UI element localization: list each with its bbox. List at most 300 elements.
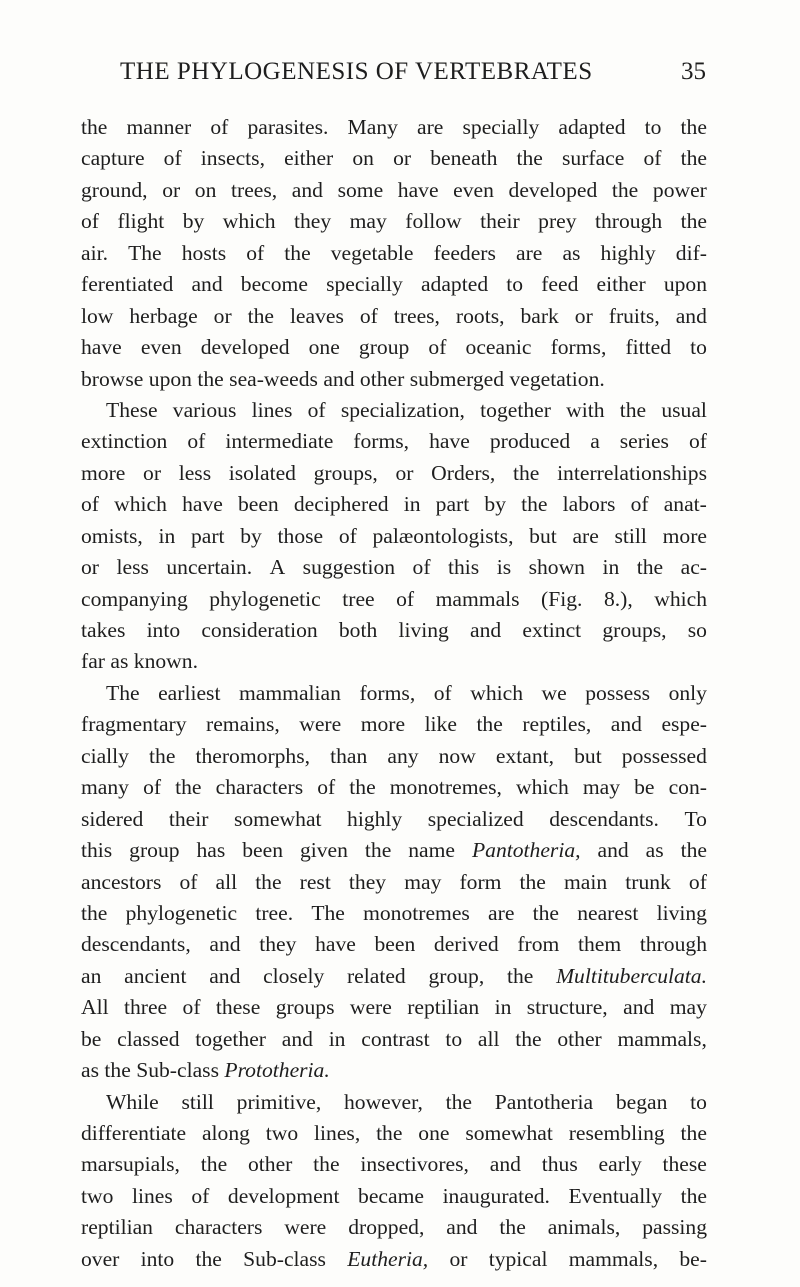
word: were [299, 712, 342, 737]
word: the [680, 1121, 707, 1145]
word: have [81, 335, 122, 360]
word: of [179, 869, 198, 894]
word: Prototheria. [224, 1058, 330, 1083]
word: Pantotheria [494, 1089, 594, 1114]
word: the [476, 712, 503, 737]
word: The [311, 900, 345, 925]
word: marsupials, [81, 1152, 180, 1177]
word: or [449, 1246, 468, 1271]
text-line [81, 804, 707, 835]
word: reptiles, [522, 712, 592, 737]
word: extinction [81, 429, 168, 454]
word: more [360, 712, 406, 737]
word: vegetable [330, 240, 414, 265]
text-line [81, 992, 707, 1023]
word: as [562, 240, 581, 265]
word: of [396, 586, 415, 611]
word: the [680, 146, 707, 171]
word: of [81, 209, 99, 234]
word: given [299, 838, 348, 863]
word: from [517, 932, 560, 957]
word: the [313, 1152, 340, 1177]
word: have [182, 492, 223, 517]
word: in [158, 523, 176, 548]
word: the [611, 177, 639, 202]
word: characters [215, 775, 304, 800]
word: began [615, 1089, 668, 1114]
word: the [175, 775, 202, 800]
word: name [408, 838, 456, 863]
word: of [182, 995, 201, 1020]
word: nearest [577, 900, 639, 925]
word: been [374, 932, 416, 957]
word: along [201, 1121, 250, 1145]
word: produced [489, 429, 571, 454]
word: primitive, [236, 1089, 322, 1114]
word: which [114, 492, 167, 517]
word: them [577, 932, 622, 957]
text-line [81, 1149, 707, 1180]
word: or [143, 460, 162, 485]
word: and [291, 177, 323, 202]
word: forms, [359, 680, 416, 705]
word: both [338, 618, 378, 642]
word: inaugurated. [442, 1183, 550, 1208]
word: resembling [568, 1121, 665, 1145]
word: specially [462, 115, 540, 139]
text-line [81, 1024, 707, 1055]
word: omists, [81, 523, 143, 548]
word: but [529, 523, 557, 548]
word: been [242, 838, 284, 863]
word: and [209, 963, 241, 988]
word: possessed [621, 743, 707, 768]
word: main [563, 869, 608, 894]
word: less [178, 460, 212, 485]
word: be [81, 1026, 102, 1051]
word: rest [299, 869, 331, 894]
word: adapted [420, 272, 489, 297]
word: or [213, 303, 232, 328]
word: their [480, 209, 520, 234]
word: palæontologists, [372, 523, 514, 548]
word: by [484, 492, 506, 517]
word: like [424, 712, 457, 737]
word: low [81, 303, 114, 328]
word: and [323, 366, 355, 391]
word: the [499, 1215, 526, 1240]
word: the [680, 209, 707, 234]
word: herbage [129, 303, 198, 328]
word: isolated [228, 460, 296, 485]
word: typical [488, 1246, 548, 1271]
word: specially [326, 272, 403, 297]
word: many [81, 775, 129, 800]
word: fitted [625, 335, 672, 360]
word: of [359, 303, 378, 328]
word: as [110, 649, 129, 674]
word: on [194, 177, 217, 202]
word: parasites. [247, 115, 329, 139]
text-line [81, 646, 707, 677]
word: which [470, 680, 524, 705]
word: manner [126, 115, 192, 139]
word: three [123, 995, 168, 1020]
word: power [652, 177, 707, 202]
word: prey [538, 209, 577, 234]
word: feed [541, 272, 579, 297]
word: groups, [313, 460, 378, 485]
word: one [308, 335, 340, 360]
word: of [246, 240, 265, 265]
text-line [81, 898, 707, 929]
text-line [81, 1181, 707, 1212]
word: has [196, 838, 226, 863]
word: two [265, 1121, 299, 1145]
word: their [168, 806, 209, 831]
word: living [398, 618, 449, 642]
text-line [81, 489, 707, 520]
word: or [393, 146, 412, 171]
word: mammalian [238, 680, 341, 705]
word: the [81, 900, 108, 925]
word: either [284, 146, 334, 171]
text-line [81, 1118, 707, 1149]
word: the [519, 869, 546, 894]
word: the [680, 115, 707, 139]
word: and [470, 618, 502, 642]
word: remains, [206, 712, 280, 737]
word: ground, [81, 177, 148, 202]
word: uncertain. [166, 555, 253, 580]
word: and [610, 712, 642, 737]
text-line [81, 395, 707, 426]
text-line [81, 332, 707, 363]
word: far [81, 649, 105, 674]
word: to [690, 1089, 707, 1114]
word: are [515, 240, 543, 265]
word: these [662, 1152, 707, 1177]
word: A [269, 555, 286, 580]
word: contrast [361, 1026, 430, 1051]
word: fruits, [608, 303, 660, 328]
word: some [337, 177, 384, 202]
word: is [496, 555, 512, 580]
word: together [195, 1026, 266, 1051]
word: groups, [602, 618, 667, 642]
word: together [480, 397, 551, 422]
word: takes [81, 618, 126, 642]
word: Multituberculata. [556, 963, 707, 988]
word: or [81, 555, 99, 580]
word: by [182, 209, 205, 234]
text-line [81, 364, 707, 395]
word: into [140, 1246, 175, 1271]
word: roots, [455, 303, 505, 328]
word: have [397, 177, 439, 202]
word: 8.), [603, 586, 633, 611]
word: of [338, 523, 357, 548]
word: Eventually [568, 1183, 663, 1208]
word: possess [585, 680, 651, 705]
word: passing [642, 1215, 707, 1240]
word: of [191, 1183, 210, 1208]
word: the [349, 775, 376, 800]
word: this [448, 555, 480, 580]
word: are [417, 115, 444, 139]
text-line [81, 961, 707, 992]
word: earliest [158, 680, 221, 705]
word: the [532, 900, 560, 925]
word: reptilian [81, 1215, 153, 1240]
word: form [459, 869, 502, 894]
text-line [81, 929, 707, 960]
word: other [359, 366, 405, 391]
word: which [222, 209, 276, 234]
word: trees, [393, 303, 440, 328]
word: and [191, 272, 223, 297]
word: lines [251, 397, 293, 422]
word: of [210, 115, 229, 139]
word: are [572, 523, 599, 548]
word: of [187, 429, 206, 454]
word: follow [405, 209, 462, 234]
word: hosts [181, 240, 227, 265]
word: these [215, 995, 261, 1020]
text-line [81, 426, 707, 457]
word: the [81, 115, 108, 139]
text-line [81, 709, 707, 740]
word: espe- [661, 712, 707, 737]
word: were [284, 1215, 327, 1240]
word: the [200, 1152, 228, 1177]
text-line [81, 301, 707, 332]
word: (Fig. [541, 586, 583, 611]
word: air. [81, 240, 108, 265]
word: and [489, 1152, 521, 1177]
word: vegetation. [509, 366, 605, 391]
word: ancestors [81, 869, 162, 894]
word: have [429, 429, 470, 454]
word: early [598, 1152, 642, 1177]
word: to [690, 335, 707, 360]
word: they [348, 869, 387, 894]
word: upon [148, 366, 192, 391]
word: more [81, 460, 126, 485]
word: These [106, 397, 158, 422]
word: group, [428, 963, 485, 988]
word: and [281, 1026, 313, 1051]
word: lines, [314, 1121, 361, 1145]
word: with [566, 397, 605, 422]
word: of [630, 492, 649, 517]
word: related [346, 963, 406, 988]
word: derived [433, 932, 499, 957]
word: somewhat [465, 1121, 553, 1145]
word: insects, [200, 146, 265, 171]
word: and [209, 932, 241, 957]
word: living [656, 900, 707, 925]
word: and [446, 1215, 478, 1240]
word: surface [562, 146, 625, 171]
text-line [81, 835, 707, 866]
word: fragmentary [81, 712, 187, 737]
word: the [255, 869, 282, 894]
text-line [81, 615, 707, 646]
word: any [387, 743, 419, 768]
word: of [412, 555, 431, 580]
word: of [81, 492, 99, 517]
word: became [358, 1183, 424, 1208]
text-line [81, 584, 707, 615]
word: specialization, [340, 397, 465, 422]
word: mammals, [568, 1246, 659, 1271]
word: usual [661, 397, 707, 422]
word: the [197, 366, 224, 391]
word: intermediate [225, 429, 334, 454]
word: of [317, 775, 336, 800]
word: still [614, 523, 647, 548]
word: tree. [255, 900, 294, 925]
word: may [669, 995, 707, 1020]
word: extinct [522, 618, 582, 642]
word: as [645, 838, 664, 863]
word: of [428, 335, 447, 360]
word: an [81, 963, 102, 988]
word: may [404, 869, 442, 894]
word: in [403, 492, 421, 517]
text-line [81, 238, 707, 269]
word: as [81, 1058, 99, 1083]
word: only [668, 680, 707, 705]
text-line [81, 175, 707, 206]
word: Many [347, 115, 398, 139]
word: companying [81, 586, 188, 611]
word: sea-weeds [229, 366, 318, 391]
word: trunk [625, 869, 671, 894]
word: highly [347, 806, 403, 831]
word: interrelationships [557, 460, 707, 485]
word: of [163, 146, 182, 171]
word: highly [600, 240, 656, 265]
word: descendants, [81, 932, 191, 957]
word: and [623, 995, 655, 1020]
word: characters [174, 1215, 263, 1240]
word: flight [117, 209, 165, 234]
running-title: THE PHYLOGENESIS OF VERTEBRATES [120, 58, 593, 85]
word: various [172, 397, 237, 422]
word: submerged [409, 366, 505, 391]
word: feeders [433, 240, 496, 265]
word: the [513, 460, 540, 485]
text-line [81, 458, 707, 489]
word: sidered [81, 806, 144, 831]
text-line [81, 143, 707, 174]
text-line [81, 678, 707, 709]
word: development [227, 1183, 340, 1208]
word: phylogenetic [209, 586, 321, 611]
word: less [116, 555, 149, 580]
word: in [494, 995, 512, 1020]
word: which [654, 586, 707, 611]
word: and [597, 838, 629, 863]
word: con- [668, 775, 707, 800]
word: other [247, 1152, 293, 1177]
word: mammals, [617, 1026, 707, 1051]
word: While [106, 1089, 159, 1114]
word: of [643, 146, 662, 171]
text-line [81, 1244, 707, 1275]
word: the [149, 743, 176, 768]
word: over [81, 1246, 120, 1271]
word: more [662, 523, 707, 548]
text-line [81, 112, 707, 143]
text-line [81, 867, 707, 898]
word: are [488, 900, 515, 925]
word: all [477, 1026, 500, 1051]
word: mammals [435, 586, 520, 611]
word: series [619, 429, 669, 454]
word: developed [508, 177, 598, 202]
word: descendants. [549, 806, 659, 831]
word: the [364, 838, 392, 863]
word: through [594, 209, 663, 234]
word: the [445, 1089, 473, 1114]
word: trees, [231, 177, 278, 202]
word: one [418, 1121, 450, 1145]
word: into [146, 618, 181, 642]
word: in [328, 1026, 346, 1051]
word: now [438, 743, 476, 768]
word: even [453, 177, 494, 202]
word: of [143, 775, 162, 800]
word: this [81, 838, 113, 863]
word: the [516, 146, 543, 171]
word: bark [520, 303, 559, 328]
word: other [557, 1026, 602, 1051]
word: deciphered [293, 492, 389, 517]
word: may [349, 209, 387, 234]
word: part [435, 492, 470, 517]
word: tree [342, 586, 375, 611]
word: structure, [526, 995, 608, 1020]
word: two [81, 1183, 114, 1208]
word: however, [343, 1089, 423, 1114]
word: the [680, 838, 707, 863]
word: developed [200, 335, 290, 360]
word: Pantotheria, [471, 838, 581, 863]
word: may [582, 775, 621, 800]
word: dropped, [348, 1215, 425, 1240]
word: upon [663, 272, 707, 297]
word: which [515, 775, 569, 800]
word: lines [131, 1183, 173, 1208]
word: be [634, 775, 655, 800]
word: the [247, 303, 274, 328]
word: a [590, 429, 600, 454]
word: forms, [353, 429, 410, 454]
text-line [81, 772, 707, 803]
word: we [541, 680, 567, 705]
word: the [506, 963, 534, 988]
word: on [352, 146, 374, 171]
text-line [81, 552, 707, 583]
word: through [639, 932, 707, 957]
text-line [81, 206, 707, 237]
body-text [81, 112, 707, 1275]
word: group [129, 838, 180, 863]
word: specialized [427, 806, 524, 831]
